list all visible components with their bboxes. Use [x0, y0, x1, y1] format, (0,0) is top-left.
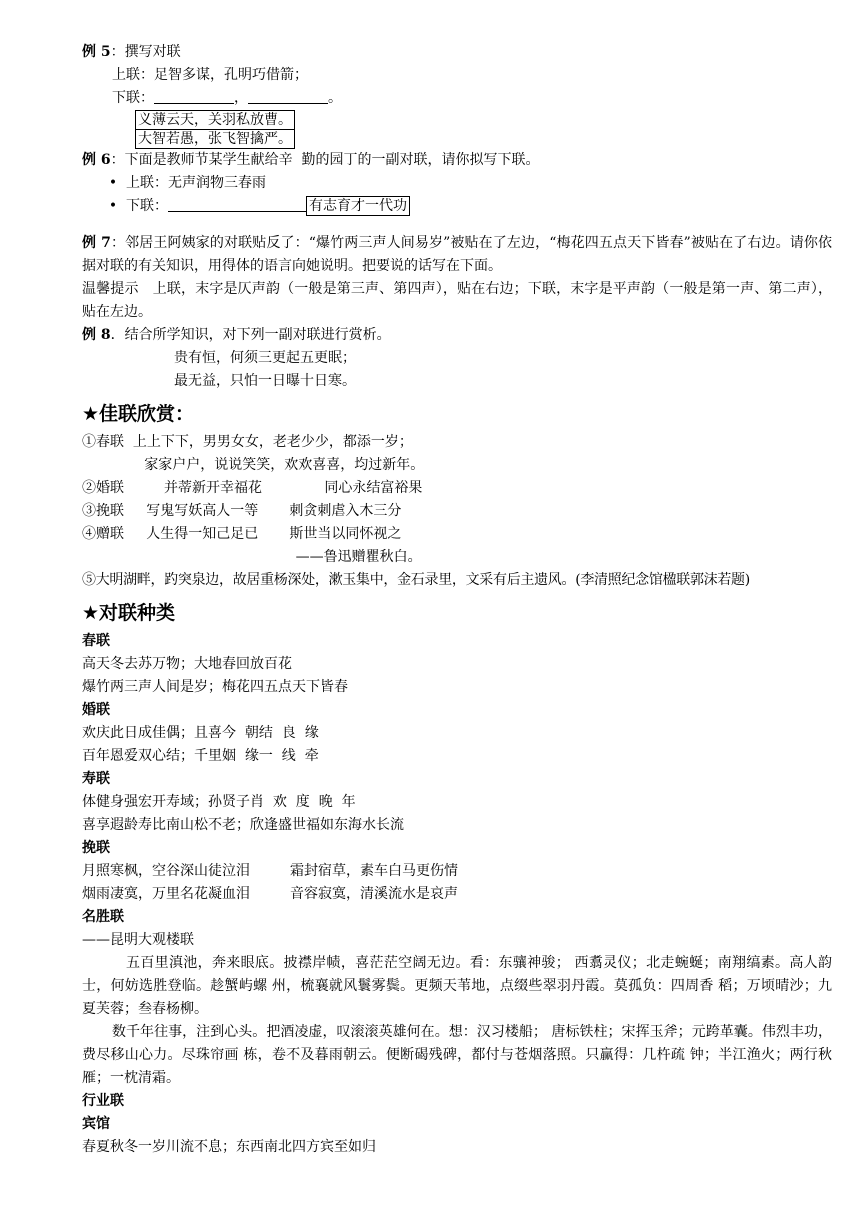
couplet-line: 百年恩爱双心结；千里姻 缘一 线 牵: [82, 748, 319, 764]
example-5-lower: [82, 87, 832, 110]
example-7-label: 例 7: [82, 235, 111, 251]
example-8-line-1: 贵有恒，何须三更起五更眠；: [174, 350, 356, 366]
section-title: 宾馆: [82, 1116, 110, 1132]
couplet-line: 爆竹两三声人间是岁；梅花四五点天下皆春: [82, 679, 348, 695]
appreciation-heading: ★佳联欣赏：: [82, 403, 195, 425]
appreciation-item: ⑤大明湖畔，趵突泉边，故居重杨深处，漱玉集中，金石录里，文采有后主遗风。(李清照纪念馆楹联郭沫若题): [82, 572, 750, 588]
couplet-line: 体健身强宏开寿域；孙贤子肖 欢 度 晚 年: [82, 794, 356, 810]
example-8-label: 例 8: [82, 327, 111, 343]
example-6-heading: [82, 149, 832, 172]
example-5-title: ：撰写对联: [110, 44, 181, 60]
appreciation-item: ①春联 上上下下，男男女女，老老少少，都添一岁；: [82, 434, 413, 450]
example-6-upper: 上联：无声润物三春雨: [126, 175, 266, 191]
couplet-line: 烟雨凄寞，万里名花凝血泪 音容寂寞，清溪流水是哀声: [82, 886, 459, 902]
period: 。: [328, 90, 342, 106]
document-page: [82, 41, 832, 1159]
example-7: [82, 232, 832, 278]
example-7-tip: 温馨提示 上联，末字是仄声韵（一般是第三声、第四声），贴在右边；下联，末字是平声韵（一般是第一声、第二声），贴在左边。: [82, 281, 832, 320]
lower-prefix: 下联：: [112, 90, 154, 106]
example-8-heading: [82, 324, 832, 347]
example-5-answers: [82, 110, 832, 149]
answer-blank-3[interactable]: [168, 197, 306, 212]
example-8-line-2: 最无益，只怕一日曝十日寒。: [174, 373, 356, 389]
appreciation-item: ③挽联 写鬼写妖高人一等 刺贪刺虐入木三分: [82, 503, 402, 519]
answer-box-2: 大智若愚，张飞智擒严。: [135, 129, 295, 149]
couplet-line: ——昆明大观楼联: [82, 932, 194, 948]
example-8-text: ．结合所学知识，对下列一副对联进行赏析。: [110, 327, 391, 343]
appreciation-item: ②婚联 并蒂新开幸福花 同心永结富裕果: [82, 480, 423, 496]
appreciation-item: ——鲁迅赠瞿秋白。: [82, 549, 422, 565]
answer-blank-2[interactable]: [248, 89, 328, 104]
couplet-line: 春夏秋冬一岁川流不息；东西南北四方宾至如归: [82, 1139, 376, 1155]
section-title: 寿联: [82, 771, 110, 787]
answer-blank-1[interactable]: [154, 89, 234, 104]
appreciation-item: ④赠联 人生得一知己足已 斯世当以同怀视之: [82, 526, 402, 542]
bullet-icon: •: [108, 198, 118, 214]
example-5-heading: [82, 41, 832, 64]
couplet-line: 喜享遐龄寿比南山松不老；欣逢盛世福如东海水长流: [82, 817, 404, 833]
answer-box-3: 有志育才一代功: [306, 196, 410, 216]
couplet-line: 欢庆此日成佳偶；且喜今 朝结 良 缘: [82, 725, 319, 741]
example-6-lower-row: [82, 195, 832, 218]
appreciation-item: 家家户户，说说笑笑，欢欢喜喜，均过新年。: [82, 457, 425, 473]
example-5-upper: 上联：足智多谋，孔明巧借箭；: [112, 67, 308, 83]
couplet-line: 月照寒枫，空谷深山徒泣泪 霜封宿草，素车白马更伤情: [82, 863, 459, 879]
section-title: 挽联: [82, 840, 110, 856]
couplet-line: 高天冬去苏万物；大地春回放百花: [82, 656, 292, 672]
example-6-label: 例 6: [82, 152, 111, 168]
types-heading: ★对联种类: [82, 602, 176, 624]
example-6-lower-prefix: 下联：: [126, 198, 168, 214]
bullet-icon: •: [108, 175, 118, 191]
daguan-paragraph-1: 五百里滇池，奔来眼底。披襟岸帻，喜茫茫空阔无边。看：东骧神骏； 西翥灵仪；北走蜿蜒；南翔缟素。高人韵士，何妨选胜登临。趁蟹屿螺 州，梳襄就风鬟雾鬓。更频天苇地，点缀些翠羽丹霞。莫孤负：四周香 稻；万顷晴沙；九夏芙蓉；叁春杨柳。: [82, 955, 832, 1017]
example-6-text: ：下面是教师节某学生献给辛 勤的园丁的一副对联，请你拟写下联。: [110, 152, 540, 168]
example-6-upper-row: [82, 172, 832, 195]
spacer: [82, 218, 832, 232]
answer-box-1: 义薄云天，关羽私放曹。: [135, 110, 295, 130]
example-5-label: 例 5: [82, 44, 111, 60]
section-title: 春联: [82, 633, 110, 649]
section-title: 行业联: [82, 1093, 124, 1109]
daguan-paragraph-2: 数千年往事，注到心头。把酒凌虚，叹滚滚英雄何在。想：汉习楼船； 唐标铁柱；宋挥玉斧；元跨革囊。伟烈丰功，费尽移山心力。尽珠帘画 栋，卷不及暮雨朝云。便断碣残碑，都付与苍烟落照。只赢得：几杵疏 钟；半江渔火；两行秋雁；一枕清霜。: [82, 1024, 832, 1086]
section-title: 婚联: [82, 702, 110, 718]
example-7-text: ：邻居王阿姨家的对联贴反了：“爆竹两三声人间易岁”被贴在了左边，“梅花四五点天下皆春”被贴在了右边。请你依据对联的有关知识，用得体的语言向她说明。把要说的话写在下面。: [82, 235, 832, 274]
comma: ，: [234, 90, 248, 106]
section-title: 名胜联: [82, 909, 124, 925]
